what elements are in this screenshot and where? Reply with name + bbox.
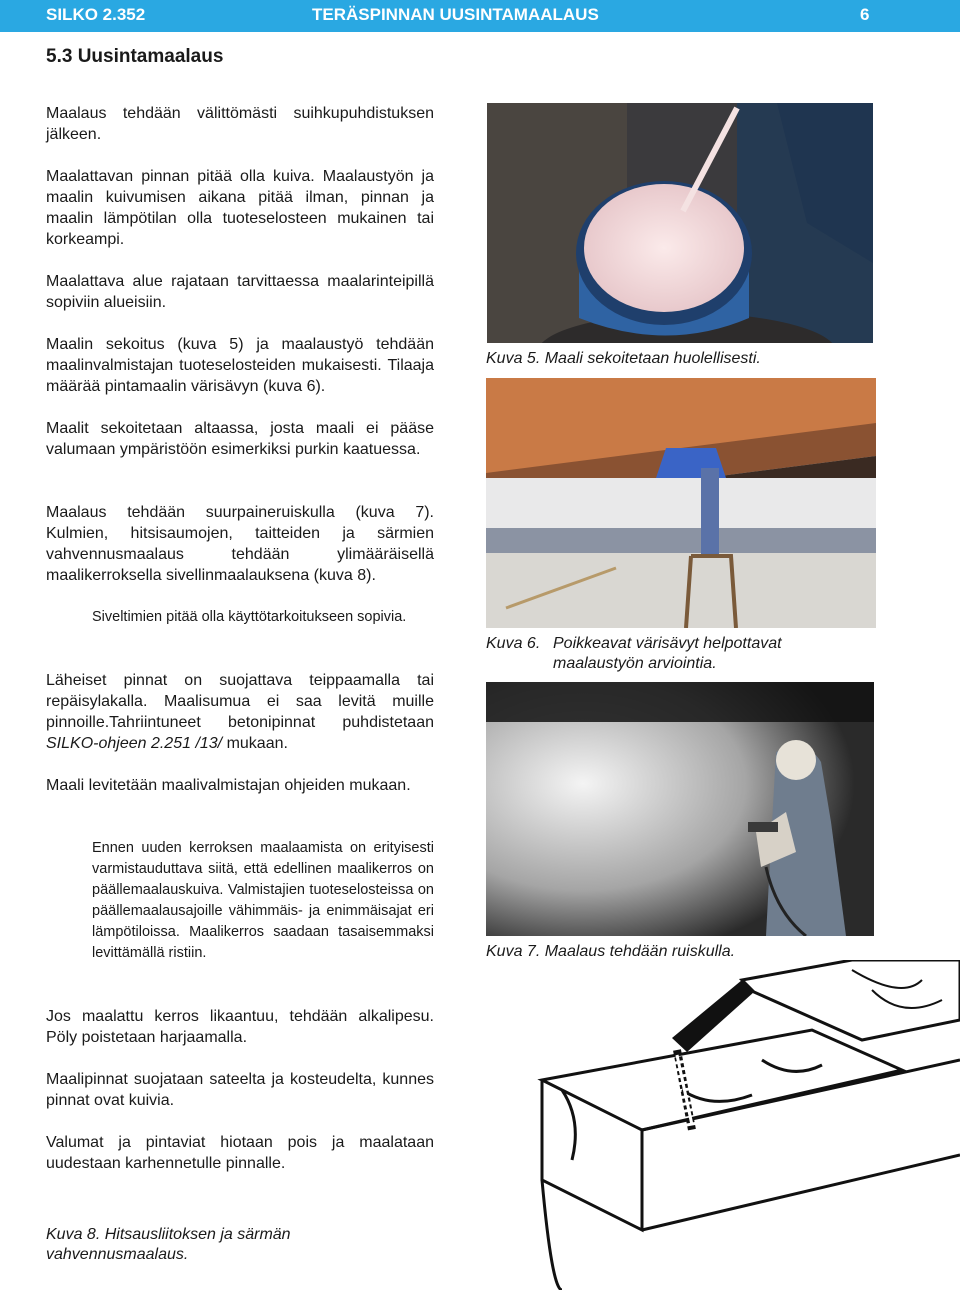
paragraph-text: Maalaus tehdään välittömästi suihkupuhdistuksen jälkeen. xyxy=(46,105,434,143)
note-recoating xyxy=(92,838,434,964)
caption-kuva8: Kuva 8. Hitsausliitoksen ja särmän vahvennusmaalaus. xyxy=(46,1226,291,1263)
doc-code: SILKO 2.352 xyxy=(46,5,146,24)
paragraph-2 xyxy=(46,166,434,250)
paragraph-7 xyxy=(46,670,434,754)
header-bar xyxy=(0,0,960,32)
paragraph-11 xyxy=(46,1132,434,1174)
note-brushes xyxy=(92,607,434,628)
reference-link: SILKO-ohjeen 2.251 /13/ xyxy=(46,735,223,752)
paragraph-text: Valumat ja pintaviat hiotaan pois ja maalataan uudestaan karhennetulle pinnalle. xyxy=(46,1134,434,1172)
paragraph-1 xyxy=(46,103,434,145)
paragraph-3 xyxy=(46,271,434,313)
paragraph-text: Maalin sekoitus (kuva 5) ja maalaustyö tehdään maalinvalmistajan tuoteselosteiden mukaisesti. Tilaaja määrää pintamaalin värisävyn (kuva 6). xyxy=(46,336,434,395)
paragraph-5 xyxy=(46,418,434,460)
paragraph-4 xyxy=(46,334,434,397)
paragraph-10 xyxy=(46,1069,434,1111)
paragraph-text: Maalattavan pinnan pitää olla kuiva. Maalaustyön ja maalin kuivumisen aikana pitää ilman, pinnan ja maalin lämpötilan olla tuoteselosteen mukainen tai korkeampi. xyxy=(46,168,434,248)
paragraph-text: Maalipinnat suojataan sateelta ja kosteudelta, kunnes pinnat ovat kuivia. xyxy=(46,1071,434,1109)
photo-bridge-underside xyxy=(486,378,876,628)
photo-spray-painting xyxy=(486,682,874,936)
drawing-weld-brushing xyxy=(522,960,960,1290)
page-number: 6 xyxy=(860,5,870,24)
paragraph-text: Maalaus tehdään suurpaineruiskulla (kuva 7). Kulmien, hitsisaumojen, taitteiden ja särmien vahvennusmaalaus tehdään ylimääräisellä maalikerroksella sivellinmaalauksena (kuva 8). xyxy=(46,504,434,584)
section-title: 5.3 Uusintamaalaus xyxy=(46,46,224,67)
caption-kuva6: Kuva 6. Poikkeavat värisävyt helpottavat maalaustyön arviointia. xyxy=(486,635,782,672)
paragraph-text: Jos maalattu kerros likaantuu, tehdään alkalipesu. Pöly poistetaan harjaamalla. xyxy=(46,1008,434,1046)
paragraph-text: Maalit sekoitetaan altaassa, josta maali ei pääse valumaan ympäristöön esimerkiksi purkin kaatuessa. xyxy=(46,420,434,458)
paragraph-text: Läheiset pinnat on suojattava teippaamalla tai repäisylakalla. Maalisumua ei saa levitä muille pinnoille.Tahriintuneet betonipinnat puhdistetaan SILKO-ohjeen 2.251 /13/ mukaan. xyxy=(46,672,434,752)
note-text: Ennen uuden kerroksen maalaamista on erityisesti varmistauduttava siitä, että edellinen maalikerros on päällemaalauskuiva. Valmistajien tuoteselosteissa on päällemaalausajoille vähimmäis- ja enimmäisajat eri lämpötiloissa. Maalikerros saadaan tasaisemmaksi levittämällä ristiin. xyxy=(92,840,434,961)
paragraph-6 xyxy=(46,502,434,586)
paragraph-text: Maali levitetään maalivalmistajan ohjeiden mukaan. xyxy=(46,777,411,794)
caption-kuva5: Kuva 5. Maali sekoitetaan huolellisesti. xyxy=(486,350,761,367)
note-text: Siveltimien pitää olla käyttötarkoitukseen sopivia. xyxy=(92,609,407,625)
doc-title: TERÄSPINNAN UUSINTAMAALAUS xyxy=(312,5,599,24)
paragraph-9 xyxy=(46,1006,434,1048)
photo-paint-bucket xyxy=(487,103,873,343)
paragraph-text: Maalattava alue rajataan tarvittaessa maalarinteipillä sopiviin alueisiin. xyxy=(46,273,434,311)
paragraph-8 xyxy=(46,775,434,796)
caption-kuva7: Kuva 7. Maalaus tehdään ruiskulla. xyxy=(486,943,736,960)
